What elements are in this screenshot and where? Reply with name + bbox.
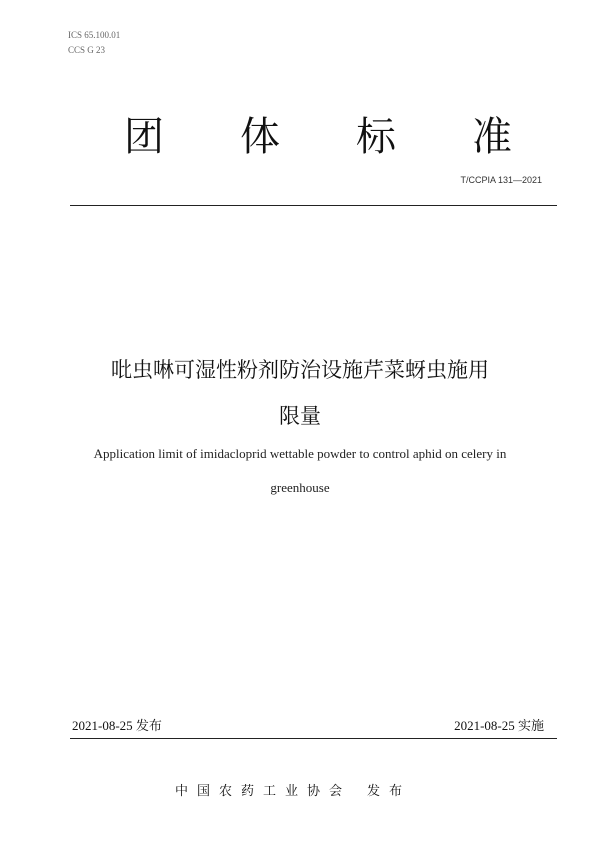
implementation-date: 2021-08-25 实施 bbox=[454, 718, 544, 733]
document-type-char: 体 bbox=[240, 114, 280, 160]
issue-date: 2021-08-25 发布 bbox=[72, 718, 162, 733]
document-type-char: 团 bbox=[124, 114, 164, 160]
title-english-line-1: Application limit of imidacloprid wettable powder to control aphid on celery in bbox=[93, 446, 507, 461]
document-type-char: 准 bbox=[472, 114, 512, 160]
standard-number: T/CCPIA 131—2021 bbox=[460, 175, 542, 185]
publisher-name: 中国农药工业协会 bbox=[175, 784, 352, 799]
publisher-action: 发布 bbox=[367, 784, 412, 799]
classification-codes bbox=[68, 28, 120, 58]
ics-code: ICS 65.100.01 bbox=[68, 30, 121, 40]
title-chinese-line-1: 吡虫啉可湿性粉剂防治设施芹菜蚜虫施用 bbox=[111, 358, 489, 382]
title-chinese-line-2: 限量 bbox=[279, 404, 321, 428]
bottom-divider bbox=[70, 738, 557, 739]
document-type-char: 标 bbox=[356, 114, 396, 160]
ccs-code: CCS G 23 bbox=[68, 45, 106, 55]
top-divider bbox=[70, 205, 557, 206]
publisher-line bbox=[175, 780, 411, 799]
title-english-line-2: greenhouse bbox=[270, 480, 330, 495]
document-type-heading bbox=[72, 112, 542, 162]
